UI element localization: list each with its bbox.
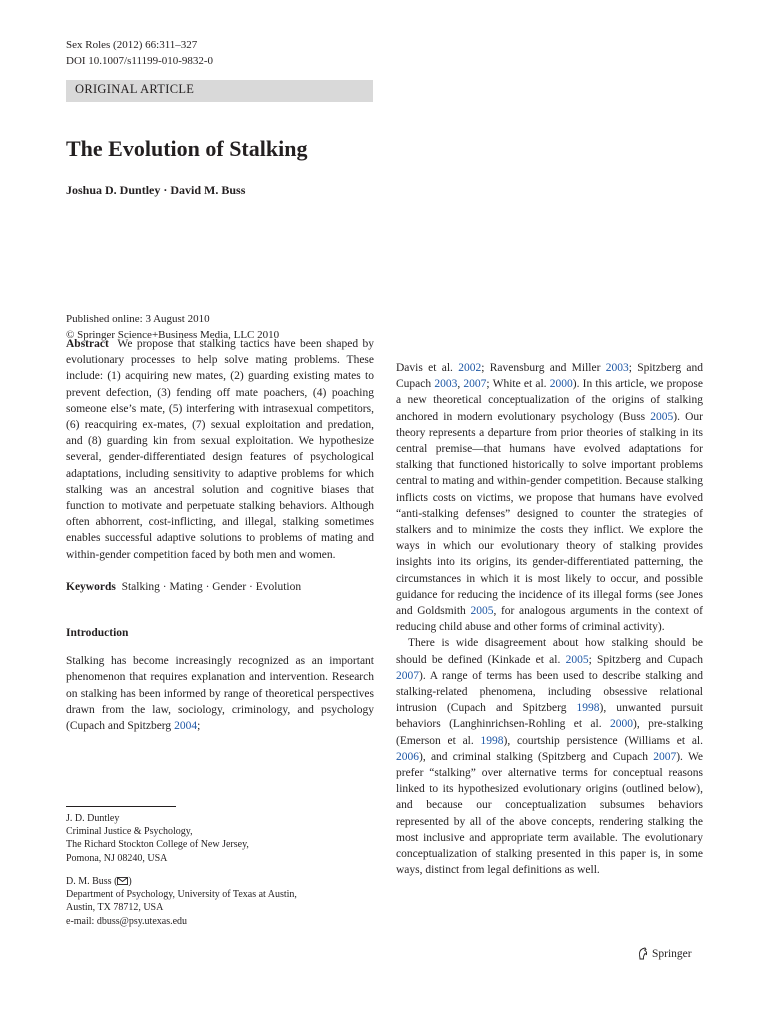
citation-link[interactable]: 2007 bbox=[463, 378, 487, 391]
text-run: ; White et al. bbox=[486, 378, 550, 391]
springer-horse-icon bbox=[637, 947, 649, 960]
publisher-name: Springer bbox=[652, 947, 692, 960]
citation-link[interactable]: 2007 bbox=[653, 750, 677, 763]
citation-link[interactable]: 2005 bbox=[650, 410, 674, 423]
citation-link[interactable]: 2005 bbox=[565, 653, 589, 666]
introduction-paragraph: Stalking has become increasingly recognized as an important phenomenon that requires explanation and intervention. Research on stalking has been informed by range of theoretical perspectives drawn from the law, sociology, criminology, and psychology (Cupach and Spitzberg 2004; bbox=[66, 655, 374, 733]
corresponding-author: D. M. Buss ( ) bbox=[66, 876, 132, 887]
text-run: ). In this article, we propose a new theoretical conceptualization of the origins of stalking anchored in modern evolutionary psychology (Buss bbox=[396, 378, 704, 423]
citation-link[interactable]: 1998 bbox=[480, 734, 504, 747]
body-paragraph-2 bbox=[396, 635, 703, 878]
abstract-label: Abstract bbox=[66, 338, 109, 350]
abstract bbox=[66, 336, 374, 563]
left-column bbox=[66, 336, 374, 734]
text-run: ). Our theory represents a departure from prior theories of stalking in its central premise—that humans have evolved adaptations for stalking that functioned historically to solve important problems central to mating and within-gender competition. Because stalking inflicts costs on victims, we propose that humans have evolved “anti-stalking defenses” designed to counter the strategies of stalkers and to minimize the costs they inflict. We explore the ways in which our evolutionary theory of stalking provides insights into its origins, its gender-differentiated patterning, the circumstances in which it is most likely to occur, and possible guidance for reducing the incidence of its illegal forms (see Jones and Goldsmith bbox=[396, 410, 703, 618]
article-type-label: ORIGINAL ARTICLE bbox=[75, 82, 195, 96]
text-run: ; Ravensburg and Miller bbox=[481, 362, 606, 374]
keywords-label: Keywords bbox=[66, 580, 116, 593]
affiliation-line: Criminal Justice & Psychology, bbox=[66, 826, 193, 838]
author-list: Joshua D. Duntley · David M. Buss bbox=[66, 183, 246, 197]
citation-link[interactable]: 2000 bbox=[549, 378, 573, 391]
introduction-heading: Introduction bbox=[66, 627, 129, 640]
text-run: There is wide disagreement about how stalking should be should be defined (Kinkade et al. bbox=[396, 637, 703, 666]
right-column bbox=[396, 360, 703, 879]
keywords-text: Stalking · Mating · Gender · Evolution bbox=[121, 580, 302, 593]
citation-link[interactable]: 2002 bbox=[458, 362, 482, 374]
text-run: , for analogous arguments in the context of reducing child abuse and other forms of criminal activity). bbox=[396, 605, 703, 634]
text-run: Davis et al. bbox=[396, 362, 459, 374]
doi: DOI 10.1007/s11199-010-9832-0 bbox=[66, 55, 214, 67]
article-type-bar bbox=[66, 80, 373, 102]
affiliation-duntley bbox=[66, 812, 249, 865]
citation-link[interactable]: 2003 bbox=[605, 362, 629, 374]
citation-link[interactable]: 2003 bbox=[434, 378, 458, 391]
copyright: © Springer Science+Business Media, LLC 2010 bbox=[66, 329, 280, 341]
affiliation-line: Austin, TX 78712, USA bbox=[66, 902, 164, 914]
affiliation-line: Pomona, NJ 08240, USA bbox=[66, 852, 168, 864]
text-run: ). A range of terms has been used to describe stalking and stalking-related phenomena, including obsessive relational intrusion (Cupach and Spitzberg bbox=[396, 669, 703, 715]
journal-header bbox=[66, 37, 213, 69]
citation-link[interactable]: 2007 bbox=[396, 669, 419, 682]
email-line[interactable]: e-mail: dbuss@psy.utexas.edu bbox=[66, 915, 188, 927]
publisher-logo bbox=[637, 947, 692, 960]
published-date: Published online: 3 August 2010 bbox=[66, 313, 210, 325]
text-run: , bbox=[457, 378, 464, 391]
citation-link[interactable]: 2004 bbox=[174, 720, 198, 733]
abstract-text: We propose that stalking tactics have been shaped by evolutionary processes to help solve mating problems. These include: (1) acquiring new mates, (2) guarding existing mates to prevent defection, (3) fending off mate poachers, (4) poaching someone else’s mate, (5) interfering with intrasexual competitors, (6) reacquiring ex-mates, (7) sexual exploitation and predation, and (8) guarding kin from sexual exploitation. We hypothesize several, gender-differentiated design features of psychological adaptations, including sensitivity to adaptive problems for which stalking was an ancestral solution and cognitive biases that function to motivate and perpetuate stalking behaviors. Although often abhorrent, cost-inflicting, and illegal, stalking sometimes enables successful adaptive solutions to problems of mating and within-gender competition faced by both men and women. bbox=[66, 338, 374, 561]
keywords bbox=[66, 579, 374, 595]
text-run: ; Spitzberg and Cupach bbox=[396, 362, 703, 391]
article-title: The Evolution of Stalking bbox=[66, 136, 308, 161]
citation-link[interactable]: 2006 bbox=[396, 750, 419, 763]
affiliation-line: J. D. Duntley bbox=[66, 813, 120, 824]
affiliation-buss bbox=[66, 875, 297, 928]
journal-citation: Sex Roles (2012) 66:311–327 bbox=[66, 39, 198, 51]
text-run: ; Spitzberg and Cupach bbox=[588, 653, 703, 666]
envelope-icon bbox=[117, 877, 128, 885]
text-run: ), unwanted pursuit behaviors (Langhinrichsen-Rohling et al. bbox=[396, 702, 703, 731]
citation-link[interactable]: 1998 bbox=[576, 702, 600, 715]
citation-link[interactable]: 2000 bbox=[609, 718, 633, 731]
affiliation-line: The Richard Stockton College of New Jersey, bbox=[66, 839, 249, 851]
footnote-divider bbox=[66, 806, 176, 807]
affiliation-line: Department of Psychology, University of Texas at Austin, bbox=[66, 889, 297, 901]
text-run: ), courtship persistence (Williams et al. bbox=[503, 734, 703, 747]
text-run: ), and criminal stalking (Spitzberg and Cupach bbox=[419, 750, 654, 763]
body-paragraph-1 bbox=[396, 360, 703, 635]
text-run: ), pre-stalking (Emerson et al. bbox=[396, 718, 704, 747]
text-run: ). We prefer “stalking” over alternative terms for conceptual reasons linked to its hypothesized evolutionary origins (outlined below), and because our conceptualization subsumes behaviors represented by all of the above concepts, rendering stalking the most inclusive and appropriate term available. The evolutionary conceptualization of stalking presented in this paper is, in some ways, distinct from legal definitions as well. bbox=[396, 750, 703, 877]
citation-link[interactable]: 2005 bbox=[470, 605, 494, 618]
